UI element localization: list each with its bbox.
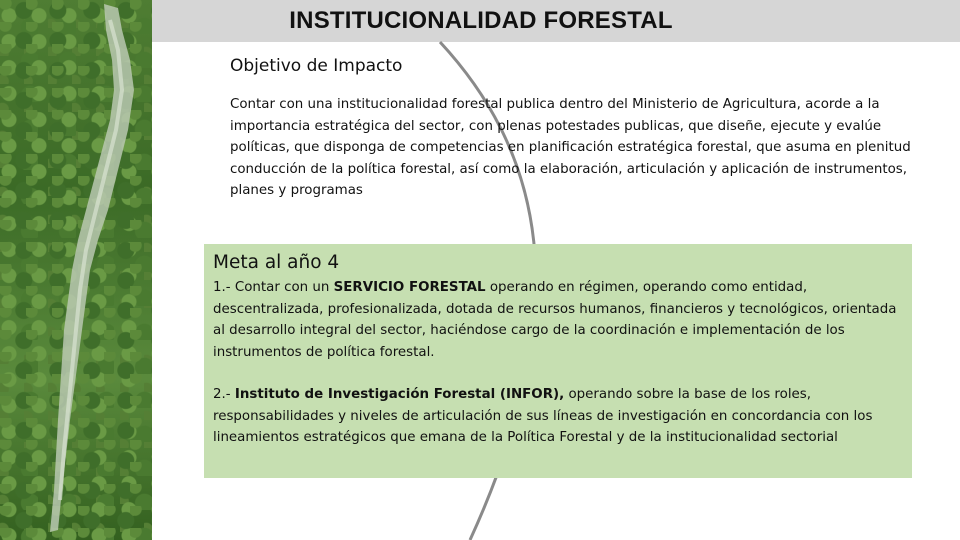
title-bar <box>152 0 960 42</box>
objective-section <box>230 56 920 202</box>
river-map-silhouette <box>0 0 152 540</box>
objective-heading: Objetivo de Impacto <box>230 56 403 76</box>
goal-item-2-text: operando sobre la base de los roles, responsabilidades y niveles de articulación de sus líneas de investigación en concordancia con los lineamientos estratégicos que emana de la Política Forestal y de la institucionalidad sectorial <box>213 387 873 445</box>
goal-box <box>204 244 912 478</box>
forest-aerial-image <box>0 0 152 540</box>
page-title: INSTITUCIONALIDAD FORESTAL <box>289 7 673 34</box>
goal-heading: Meta al año 4 <box>213 252 340 273</box>
goal-item-1-text: operando en régimen, operando como entidad, descentralizada, profesionalizada, dotada de recursos humanos, financieros y tecnológicos, orientada al desarrollo integral del sector, haciéndose cargo de la coordinación e implementación de los instrumentos de política forestal. <box>213 280 897 360</box>
goal-item-2-bold: Instituto de Investigación Forestal (INFOR), <box>234 387 565 402</box>
objective-body: Contar con una institucionalidad forestal publica dentro del Ministerio de Agricultura, acorde a la importancia estratégica del sector, con plenas potestades publicas, que diseñe, ejecute y evalúe políticas, que disponga de competencias en planificación estratégica forestal, que asuma en plenitud conducción de la política forestal, así como la elaboración, articulación y aplicación de instrumentos, planes y programas <box>230 97 911 198</box>
goal-item-2-prefix: 2.- <box>213 387 235 402</box>
goal-item-2 <box>213 384 903 449</box>
goal-item-1-bold: SERVICIO FORESTAL <box>333 280 486 295</box>
goal-item-1-prefix: 1.- Contar con un <box>213 280 334 295</box>
goal-item-1 <box>213 277 903 363</box>
